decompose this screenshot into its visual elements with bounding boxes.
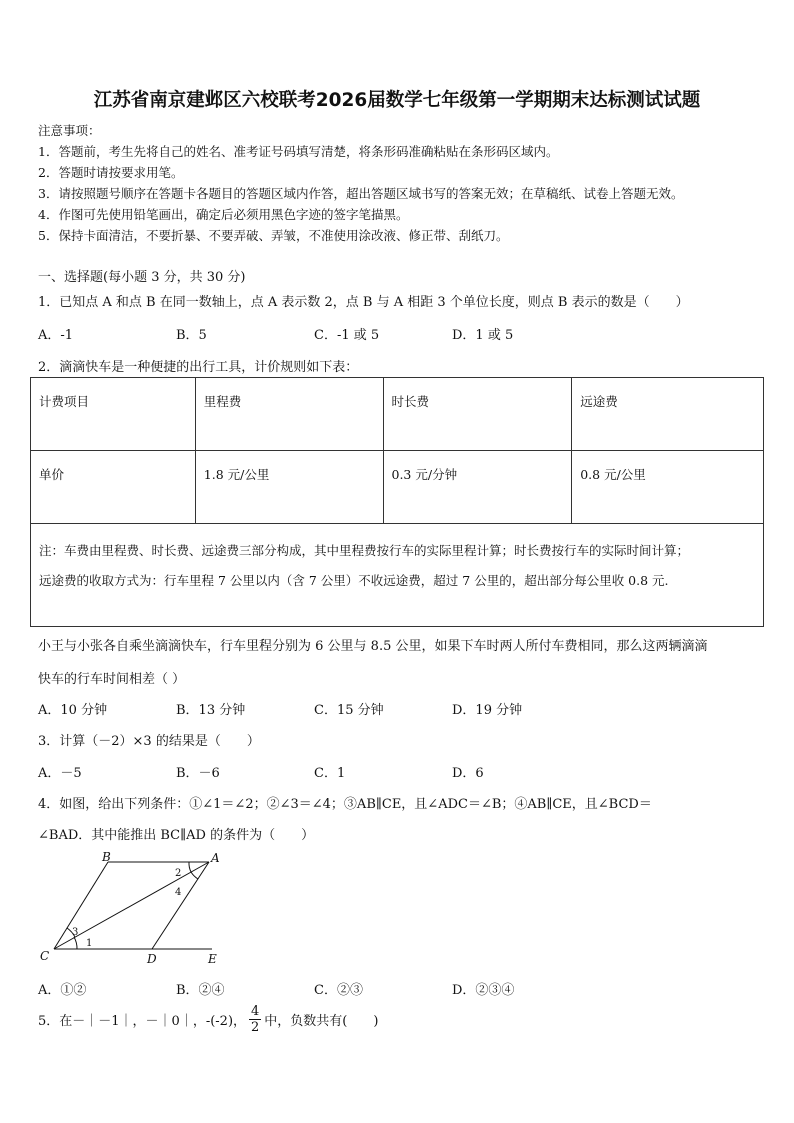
q1-option-b: B．5 [176, 328, 207, 343]
q2-option-b: B．13 分钟 [176, 703, 246, 718]
q3-option-b: B．－6 [176, 766, 220, 781]
q3-option-a: A．－5 [38, 766, 82, 781]
table-cell: 0.8 元/公里 [572, 451, 764, 524]
angle-label-2: 2 [175, 868, 182, 879]
q3-option-d: D．6 [452, 766, 484, 781]
q2-text: 小王与小张各自乘坐滴滴快车，行车里程分别为 6 公里与 8.5 公里，如果下车时两人所付车费相同，那么这两辆滴滴 [38, 639, 708, 654]
segment-cb [54, 862, 108, 949]
table-header-cell: 里程费 [195, 378, 383, 451]
fee-table [30, 377, 764, 627]
angle-arc-4 [191, 872, 198, 879]
table-header-cell: 远途费 [572, 378, 764, 451]
label-e: E [208, 952, 217, 966]
notice-item: 3．请按照题号顺序在答题卡各题目的答题区域内作答，超出答题区域书写的答案无效；在草稿纸、试卷上答题无效。 [38, 186, 684, 201]
table-cell: 0.3 元/分钟 [383, 451, 572, 524]
angle-label-3: 3 [72, 927, 79, 938]
q2-stem: 2．滴滴快车是一种便捷的出行工具，计价规则如下表： [38, 360, 359, 375]
q2-option-d: D．19 分钟 [452, 703, 523, 718]
table-cell: 单价 [31, 451, 196, 524]
label-c: C [40, 949, 50, 963]
angle-arc-1 [74, 937, 77, 949]
q3-stem: 3．计算（－2）×3 的结果是（ ） [38, 734, 260, 749]
fraction [249, 1004, 261, 1035]
label-a: A [211, 851, 220, 865]
table-note-line: 注：车费由里程费、时长费、远途费三部分构成，其中里程费按行车的实际里程计算；时长费按行车的实际时间计算； [39, 543, 690, 558]
q1-stem: 1．已知点 A 和点 B 在同一数轴上，点 A 表示数 2，点 B 与 A 相距 3 个单位长度，则点 B 表示的数是（ ） [38, 295, 689, 310]
page-title: 江苏省南京建邺区六校联考2026届数学七年级第一学期期末达标测试试题 [93, 90, 701, 111]
q2-option-a: A．10 分钟 [38, 703, 108, 718]
q4-option-c: C．②③ [314, 983, 363, 998]
table-note [31, 524, 764, 627]
angle-label-1: 1 [86, 938, 93, 949]
notice-heading: 注意事项： [38, 123, 101, 138]
q2-option-c: C．15 分钟 [314, 703, 384, 718]
q4-stem: 4．如图，给出下列条件：①∠1＝∠2；②∠3＝∠4；③AB∥CE，且∠ADC＝∠B；④AB∥CE，且∠BCD＝ [38, 797, 652, 812]
notice-item: 2．答题时请按要求用笔。 [38, 165, 184, 180]
table-cell: 1.8 元/公里 [195, 451, 383, 524]
angle-arc-2 [189, 862, 191, 872]
angle-label-4: 4 [175, 887, 182, 898]
label-d: D [147, 952, 157, 966]
notice-item: 4．作图可先使用铅笔画出，确定后必须用黑色字迹的签字笔描黑。 [38, 207, 409, 222]
notice-item: 5．保持卡面清洁，不要折暴、不要弄破、弄皱，不准使用涂改液、修正带、刮纸刀。 [38, 228, 509, 243]
label-b: B [102, 850, 111, 864]
q4-stem: ∠BAD．其中能推出 BC∥AD 的条件为（ ） [38, 828, 315, 843]
q5-stem-post: 中，负数共有( ) [264, 1014, 379, 1029]
notice-item: 1．答题前，考生先将自己的姓名、准考证号码填写清楚，将条形码准确粘贴在条形码区域内。 [38, 144, 559, 159]
fraction-denominator: 2 [251, 1020, 260, 1035]
q1-option-c: C．-1 或 5 [314, 328, 380, 343]
table-header-cell: 时长费 [383, 378, 572, 451]
q4-option-b: B．②④ [176, 983, 225, 998]
fraction-numerator: 4 [251, 1004, 260, 1019]
parallelogram-figure [34, 848, 234, 970]
q4-option-d: D．②③④ [452, 983, 515, 998]
q3-option-c: C．1 [314, 766, 346, 781]
q5-stem [38, 1004, 378, 1035]
q4-option-a: A．①② [38, 983, 87, 998]
table-header-cell: 计费项目 [31, 378, 196, 451]
q5-stem-pre: 5．在－｜－1｜，－｜0｜，-(-2)， [38, 1014, 247, 1029]
q1-option-a: A．-1 [38, 328, 74, 343]
q1-option-d: D．1 或 5 [452, 328, 514, 343]
section-heading: 一、选择题(每小题 3 分，共 30 分) [38, 270, 246, 285]
q2-text: 快车的行车时间相差（ ） [38, 672, 186, 687]
table-note-line: 远途费的收取方式为：行车里程 7 公里以内（含 7 公里）不收远途费，超过 7 公里的，超出部分每公里收 0.8 元. [39, 573, 669, 588]
